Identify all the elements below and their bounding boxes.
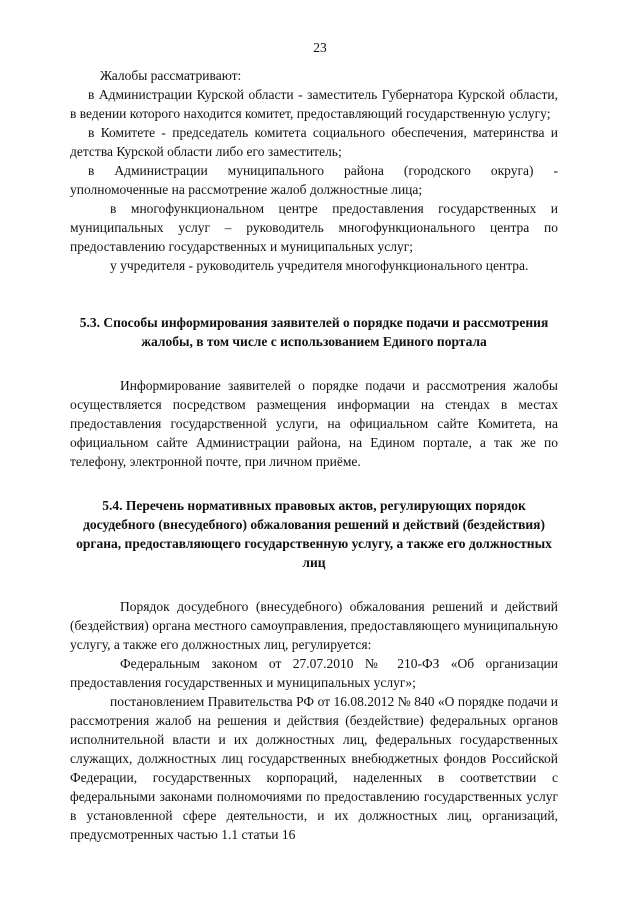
spacer bbox=[70, 275, 558, 313]
complaints-item-municipal-admin: в Администрации муниципального района (городского округа) - уполномоченные на рассмотрение жалоб должностные лица; bbox=[70, 163, 558, 197]
section-5-4-heading: 5.4. Перечень нормативных правовых актов, регулирующих порядок досудебного (внесудебного) обжалования решений и действий (бездействия) органа, предоставляющего государственную услугу, а также его должностных лиц bbox=[76, 498, 552, 570]
section-5-3-text: Информирование заявителей о порядке подачи и рассмотрения жалобы осуществляется посредством размещения информации на стендах в местах предоставления государственной услуги, на официальном сайте Комитета, на официальном сайте Администрации района, на Едином портале, а так же по телефону, электронной почте, при личном приёме. bbox=[70, 378, 558, 469]
spacer bbox=[70, 572, 558, 597]
document-body bbox=[70, 66, 558, 844]
section-5-4-resolution: постановлением Правительства РФ от 16.08.2012 № 840 «О порядке подачи и рассмотрения жалоб на решения и действия (бездействие) федеральных органов исполнительной власти и их должностных лиц, федеральных государственных служащих, должностных лиц государственных внебюджетных фондов Российской Федерации, государственных корпораций, наделенных в соответствии с федеральными законами полномочиями по предоставлению государственных услуг в установленной сфере деятельности, и их должностных лиц, организаций, предусмотренных частью 1.1 статьи 16 bbox=[70, 694, 558, 842]
spacer bbox=[70, 471, 558, 496]
spacer bbox=[70, 351, 558, 376]
section-5-4-federal-law: Федеральным законом от 27.07.2010 № 210-ФЗ «Об организации предоставления государственных и муниципальных услуг»; bbox=[70, 656, 558, 690]
complaints-item-mfc: в многофункциональном центре предоставления государственных и муниципальных услуг – руководитель многофункционального центра по предоставлению государственных и муниципальных услуг; bbox=[70, 201, 558, 254]
section-5-3-heading: 5.3. Способы информирования заявителей о порядке подачи и рассмотрения жалобы, в том числе с использованием Единого портала bbox=[79, 315, 549, 349]
section-5-4-intro: Порядок досудебного (внесудебного) обжалования решений и действий (бездействия) органа местного самоуправления, предоставляющего муниципальную услугу, а также его должностных лиц, регулируется: bbox=[70, 599, 558, 652]
complaints-item-founder: у учредителя - руководитель учредителя многофункционального центра. bbox=[110, 258, 529, 273]
page-number: 23 bbox=[313, 40, 327, 55]
complaints-intro: Жалобы рассматривают: bbox=[100, 68, 242, 83]
complaints-item-committee: в Комитете - председатель комитета социального обеспечения, материнства и детства Курской области либо его заместитель; bbox=[70, 125, 558, 159]
complaints-item-regional-admin: в Администрации Курской области - заместитель Губернатора Курской области, в ведении которого находится комитет, предоставляющий государственную услугу; bbox=[70, 87, 558, 121]
